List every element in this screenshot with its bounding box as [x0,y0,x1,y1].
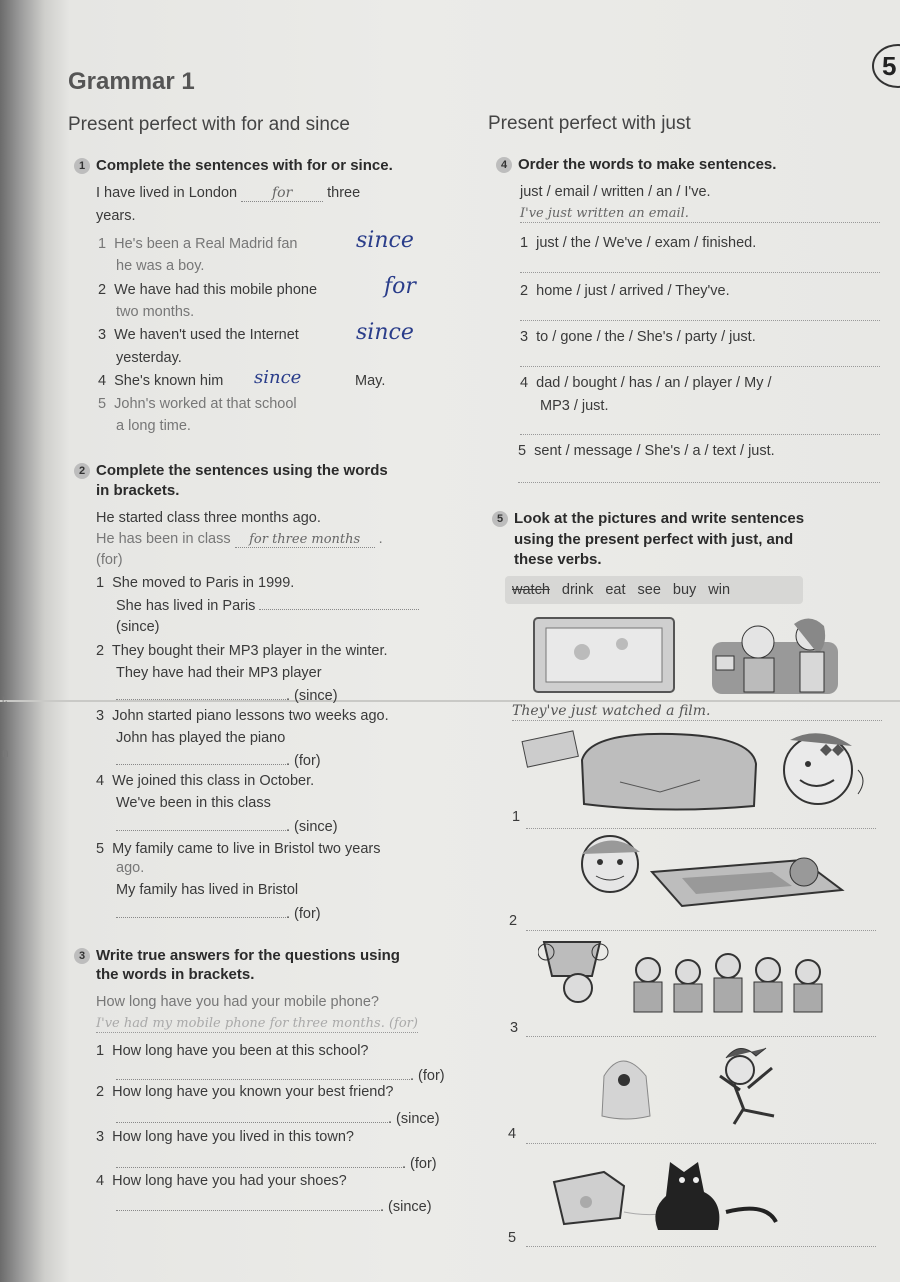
verb-word: watch [512,582,550,598]
margin-mark: n [2,746,9,760]
exercise-instruction: Order the words to make sentences. [518,156,777,173]
item-text: We haven't used the Internet [114,327,299,343]
exercise-instruction: Look at the pictures and write sentences [514,510,805,527]
item-question: How long have you known your best friend? [112,1084,394,1100]
item-number: 1 [520,235,529,251]
item-hint: (since) [116,619,160,635]
picture-4 [594,1046,814,1130]
item-line2: They have had their MP3 player [116,665,322,681]
ex4-item-1 [520,235,756,251]
ex3-item-1 [96,1043,368,1059]
ex1-example [96,185,360,202]
item-cont: two months. [116,304,195,320]
answer-line[interactable] [520,434,880,435]
answer-text: for [271,185,293,201]
item-answer-line [116,1110,440,1127]
item-number: 1 [98,236,107,252]
answer-blank[interactable] [116,1110,388,1123]
ex5-example-answer [512,702,882,721]
item-number: 1 [96,575,105,591]
item-answer-line [116,1198,432,1215]
ex4-example: just / email / written / an / I've. [520,184,711,200]
exercise-instruction-cont: using the present perfect with just, and [514,531,794,548]
ex2-example-line1: He started class three months ago. [96,510,321,526]
item-cont: yesterday. [116,350,182,366]
answer-blank[interactable] [116,1067,410,1080]
item-number: 2 [96,1084,105,1100]
answer-line[interactable] [520,272,880,273]
item-text: John started piano lessons two weeks ago. [112,708,389,724]
example-picture [532,614,882,700]
item-text: My family came to live in Bristol two years [112,841,381,857]
answer-line[interactable] [526,828,876,829]
item-line2: John has played the piano [116,730,286,746]
exercise-instruction: Complete the sentences with for or since. [96,157,393,174]
ex4-item-2 [520,283,730,299]
picture-5-number: 5 [508,1230,517,1246]
answer-blank [241,185,323,202]
right-subtitle: Present perfect with just [488,113,691,134]
page-number-badge: 5 [872,44,900,88]
answer-line[interactable] [526,1246,876,1247]
item-line2: We've been in this class [116,795,271,811]
item-question: How long have you had your shoes? [112,1173,347,1189]
item-text: She moved to Paris in 1999. [112,575,295,591]
ex3-example-answer [96,1014,418,1033]
answer-blank[interactable] [116,1198,380,1211]
item-number: 4 [520,375,529,391]
item-number: 2 [98,282,107,298]
answer-line[interactable] [518,482,880,483]
verb-word: win [708,582,731,598]
item-number: 3 [520,329,529,345]
verb-word: eat [605,582,626,598]
item-answer-line [116,1155,437,1172]
exercise-instruction: Complete the sentences using the words [96,462,388,479]
item-text: He's been a Real Madrid fan [114,236,298,252]
item-hint: . (for) [402,1156,437,1172]
item-answer-line [116,752,321,769]
item-hint: . (for) [410,1068,445,1084]
exercise-instruction-cont: these verbs. [514,551,602,568]
item-number: 4 [96,1173,105,1189]
picture-3 [538,932,858,1018]
exercise-number: 1 [74,158,90,174]
handwritten-answer[interactable]: for [384,274,416,299]
answer-blank[interactable] [259,597,419,610]
item-cont: May. [355,373,386,389]
handwritten-answer[interactable]: since [356,320,414,345]
answer-line[interactable] [526,1036,876,1037]
item-text: They bought their MP3 player in the winter. [111,643,388,659]
ex3-item-3 [96,1129,354,1145]
item-number: 3 [98,327,107,343]
exercise-5-heading [492,510,804,527]
picture-5 [550,1152,780,1232]
item-answer-line [116,818,338,835]
ex3-item-4 [96,1173,347,1189]
exercise-3-heading [74,947,400,964]
item-text: to / gone / the / She's / party / just. [536,329,756,345]
item-line1b: ago. [116,860,145,876]
item-cont: he was a boy. [116,258,205,274]
ex2-item-2 [96,643,388,659]
example-text: I have lived in London [96,185,238,201]
answer-text: for three months [249,532,361,547]
item-number: 1 [96,1043,105,1059]
item-question: How long have you lived in this town? [112,1129,354,1145]
item-question: How long have you been at this school? [112,1043,369,1059]
handwritten-answer[interactable]: since [254,367,302,388]
exercise-2-heading [74,462,388,479]
item-text: She has lived in Paris [116,598,256,614]
ex4-item-4 [520,375,772,391]
example-text: three [327,185,361,201]
item-text: We have had this mobile phone [114,282,318,298]
item-number: 4 [96,773,105,789]
picture-1 [520,730,880,812]
item-hint: . (for) [286,753,321,769]
ex4-example-answer [520,204,880,223]
picture-1-number: 1 [512,809,521,825]
handwritten-answer[interactable]: since [356,228,414,253]
item-number: 2 [96,643,105,659]
item-text-cont: MP3 / just. [540,398,609,414]
item-text: We joined this class in October. [112,773,315,789]
item-number: 3 [96,708,105,724]
ex1-item-2 [98,282,317,298]
ex2-item-4 [96,773,314,789]
item-answer-line [116,687,338,704]
picture-2 [552,832,852,912]
item-hint: . (since) [286,819,338,835]
exercise-number: 4 [496,157,512,173]
ex3-example-question: How long have you had your mobile phone? [96,994,379,1010]
ex1-example-cont: years. [96,208,136,224]
item-number: 2 [520,283,529,299]
exercise-number: 2 [74,463,90,479]
item-text: dad / bought / has / an / player / My / [536,375,772,391]
exercise-instruction-cont: in brackets. [96,482,180,499]
answer-line[interactable] [526,1143,876,1144]
answer-text: I've had my mobile phone for three months. (for) [96,1016,418,1031]
page-title: Grammar 1 [68,68,195,95]
item-number: 5 [96,841,105,857]
answer-line[interactable] [526,930,876,931]
exercise-1-heading [74,157,393,174]
exercise-instruction-cont: the words in brackets. [96,966,255,983]
answer-line[interactable] [520,320,880,321]
answer-blank[interactable] [116,1155,402,1168]
item-text: home / just / arrived / They've. [536,283,730,299]
exercise-4-heading [496,156,776,173]
ex2-example-line2: He has been in class for three months . [96,531,383,547]
ex2-item-5 [96,841,380,857]
picture-2-number: 2 [509,913,518,929]
verb-word: see [637,582,661,598]
item-line2: My family has lived in Bristol [116,882,299,898]
item-line2 [116,597,419,614]
exercise-number: 5 [492,511,508,527]
picture-4-number: 4 [508,1126,517,1142]
exercise-instruction: Write true answers for the questions using [96,947,400,964]
ex2-item-3 [96,708,389,724]
ex3-item-2 [96,1084,393,1100]
exercise-number: 3 [74,948,90,964]
ex2-item-1 [96,575,294,591]
ex4-item-5 [518,443,775,459]
item-number: 4 [98,373,107,389]
item-hint: . (for) [286,906,321,922]
answer-text: They've just watched a film. [512,703,711,719]
answer-text: I've just written an email. [520,206,689,221]
margin-mark: r, [2,694,8,705]
ex1-item-5 [98,396,297,412]
ex2-example-hint: (for) [96,552,123,568]
answer-line[interactable] [520,366,880,367]
verb-word: drink [561,582,594,598]
ex4-item-3 [520,329,756,345]
item-hint: . (since) [380,1199,432,1215]
item-number: 5 [98,396,107,412]
ex1-item-4 [98,373,223,389]
item-hint: . (since) [388,1111,440,1127]
item-answer-line [116,1067,445,1084]
item-text: John's worked at that school [114,396,297,412]
verbs-list [512,582,730,598]
picture-3-number: 3 [510,1020,519,1036]
answer-blank[interactable] [116,905,286,918]
item-text: just / the / We've / exam / finished. [536,235,757,251]
answer-blank[interactable] [116,818,286,831]
item-number: 5 [518,443,527,459]
answer-blank [235,531,375,548]
verb-word: buy [672,582,697,598]
ex1-item-1 [98,236,297,252]
answer-blank[interactable] [116,752,286,765]
answer-blank[interactable] [116,687,286,700]
item-text: sent / message / She's / a / text / just. [534,443,775,459]
left-subtitle: Present perfect with for and since [68,114,350,135]
item-cont: a long time. [116,418,191,434]
item-text: She's known him [114,373,224,389]
ex1-item-3 [98,327,299,343]
item-number: 3 [96,1129,105,1145]
example-text: He has been in class [96,531,231,547]
item-hint: . (since) [286,688,338,704]
item-answer-line [116,905,321,922]
